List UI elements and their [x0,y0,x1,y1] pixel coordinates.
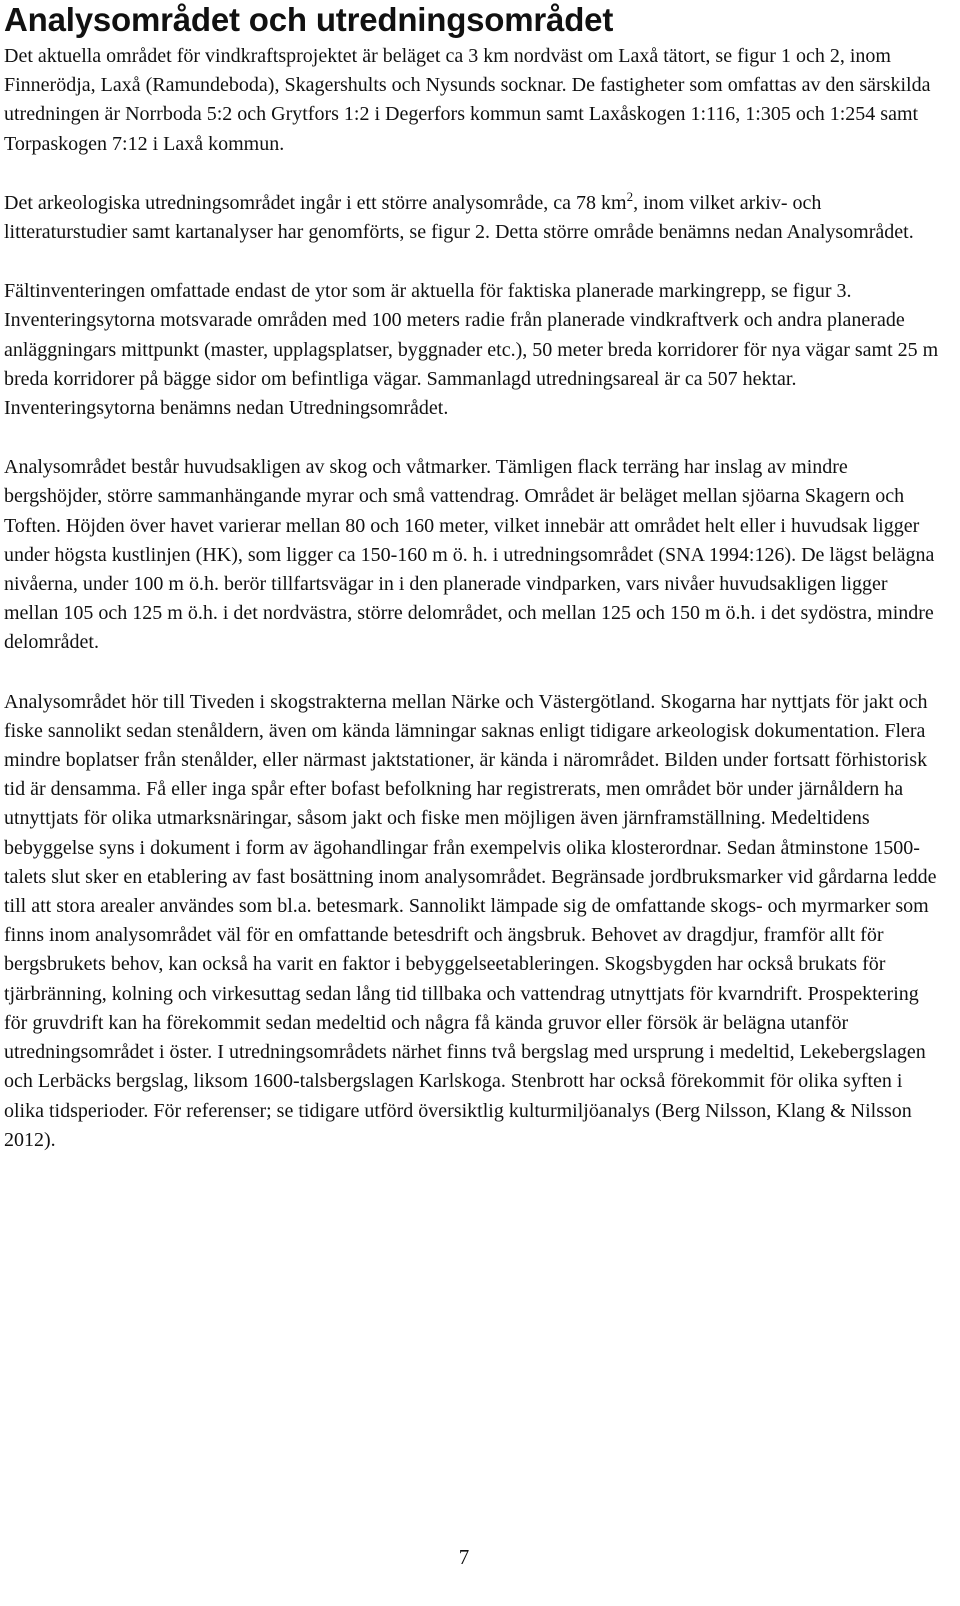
superscript-squared: 2 [626,188,634,204]
paragraph-terrain: Analysområdet består huvudsakligen av skog och våtmarker. Tämligen flack terräng har inslag av mindre bergshöjder, större sammanhängande myrar och små vattendrag. Området är beläget mellan sjöarna Skagern och Toften. Höjden över havet varierar mellan 80 och 160 meter, vilket innebär att området helt eller i huvudsak ligger under högsta kustlinjen (HK), som ligger ca 150-160 m ö. h. i utredningsområdet (SNA 1994:126). De lägst belägna nivåerna, under 100 m ö.h. berör tillfartsvägar in i den planerade vindparken, vars nivåer huvudsakligen ligger mellan 105 och 125 m ö.h. i det nordvästra, större delområdet, och mellan 125 och 150 m ö.h. i det sydöstra, mindre delområdet. [4,456,935,654]
paragraph-analysis-area-text-cont: , inom vilket arkiv- och litteraturstudier samt kartanalyser har genomförts, se figur 2. Detta större område benämns nedan Analysområdet. [4,191,914,244]
section-heading: Analysområdet och utredningsområdet [4,1,614,38]
paragraph-analysis-area [4,189,942,247]
paragraph-analysis-area-text: Det arkeologiska utredningsområdet ingår i ett större analysområde, ca 78 km [4,191,627,214]
paragraph-history: Analysområdet hör till Tiveden i skogstrakterna mellan Närke och Västergötland. Skogarna har nyttjats för jakt och fiske sannolikt sedan stenåldern, även om kända lämningar saknas enligt tidigare arkeologisk dokumentation. Flera mindre boplatser från stenålder, eller närmast jaktstationer, är kända i närområdet. Bilden under fortsatt förhistorisk tid är densamma. Få eller inga spår efter bofast befolkning har registrerats, men området bör under järnåldern ha utnyttjats för olika utmarksnäringar, såsom jakt och fiske men möjligen även järnframställning. Medeltidens bebyggelse syns i dokument i form av ägohandlingar från exempelvis olika klosterordnar. Sedan åtminstone 1500-talets slut sker en etablering av fast bosättning inom analysområdet. Begränsade jordbruksmarker vid gårdarna ledde till att stora arealer användes som bl.a. betesmark. Sannolikt lämpade sig de omfattande skogs- och myrmarker som finns inom analysområdet väl för en omfattande betesdrift och ängsbruk. Behovet av dragdjur, framför allt för bergsbrukets behov, kan också ha varit en faktor i bebyggelseetableringen. Skogsbygden har också brukats för tjärbränning, kolning och virkesuttag sedan lång tid tillbaka och vattendrag utnyttjats för kvarndrift. Prospektering för gruvdrift kan ha förekommit sedan medeltid och några få kända gruvor eller försök är belägna utanför utredningsområdet i öster. I utredningsområdets närhet finns två bergslag med ursprung i medeltid, Lekebergslagen och Lerbäcks bergslag, liksom 1600-talsbergslagen Karlskoga. Stenbrott har också förekommit för olika syften i olika tidsperioder. För referenser; se tidigare utförd översiktlig kulturmiljöanalys (Berg Nilsson, Klang & Nilsson 2012). [4,690,937,1151]
paragraph-field-survey: Fältinventeringen omfattade endast de ytor som är aktuella för faktiska planerade markingrepp, se figur 3. Inventeringsytorna motsvarade områden med 100 meters radie från planerade vindkraftverk och andra planerade anläggningars mittpunkt (master, upplagsplatser, byggnader etc.), 50 meter breda korridorer för nya vägar samt 25 m breda korridorer på bägge sidor om befintliga vägar. Sammanlagd utredningsareal är ca 507 hektar. Inventeringsytorna benämns nedan Utredningsområdet. [4,280,939,420]
page-number: 7 [458,1545,470,1569]
paragraph-location: Det aktuella området för vindkraftsprojektet är beläget ca 3 km nordväst om Laxå tätort, se figur 1 och 2, inom Finnerödja, Laxå (Ramundeboda), Skagershults och Nysunds socknar. De fastigheter som omfattas av den särskilda utredningen är Norrboda 5:2 och Grytfors 1:2 i Degerfors kommun samt Laxåskogen 1:116, 1:305 och 1:254 samt Torpaskogen 7:12 i Laxå kommun. [4,45,931,155]
